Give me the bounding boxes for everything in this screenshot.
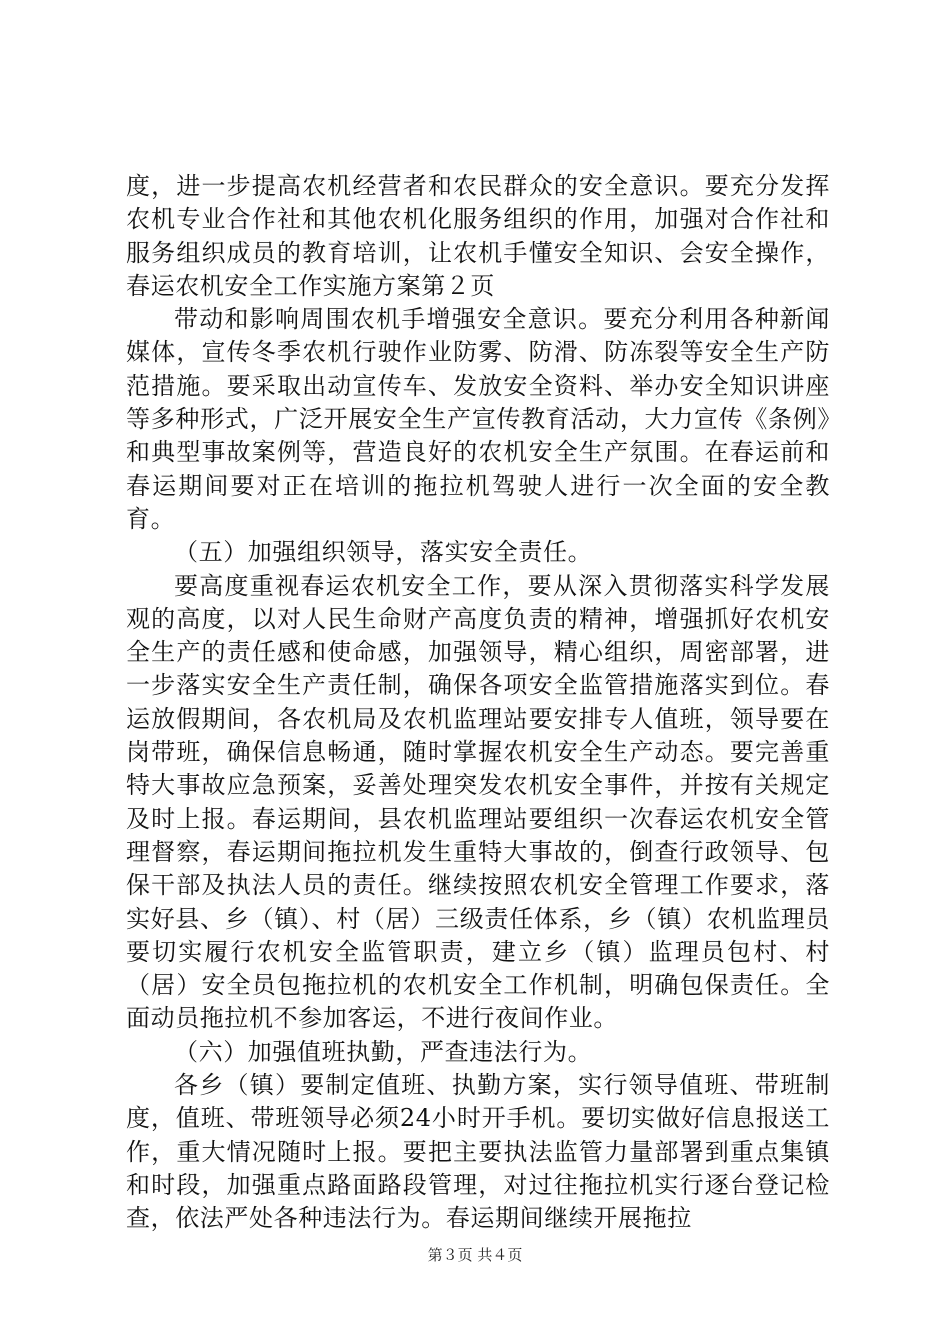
paragraph-leadership: 要高度重视春运农机安全工作，要从深入贯彻落实科学发展观的高度，以对人民生命财产高度负责的精神，增强抓好农机安全生产的责任感和使命感，加强领导，精心组织，周密部署，进一步落实安全生产责任制，确保各项安全监管措施落实到位。春运放假期间，各农机局及农机监理站要安排专人值班，领导要在岗带班，确保信息畅通，随时掌握农机安全生产动态。要完善重特大事故应急预案，妥善处理突发农机安全事件，并按有关规定及时上报。春运期间，县农机监理站要组织一次春运农机安全管理督察，春运期间拖拉机发生重特大事故的，倒查行政领导、包保干部及执法人员的责任。继续按照农机安全管理工作要求，落实好县、乡（镇）、村（居）三级责任体系，乡（镇）农机监理员要切实履行农机安全监管职责，建立乡（镇）监理员包村、村（居）安全员包拖拉机的农机安全工作机制，明确包保责任。全面动员拖拉机不参加客运，不进行夜间作业。 xyxy=(126,571,830,1033)
section-heading-five: （五）加强组织领导，落实安全责任。 xyxy=(174,538,593,567)
paragraph-continuation: 度，进一步提高农机经营者和农民群众的安全意识。要充分发挥农机专业合作社和其他农机化服务组织的作用，加强对合作社和服务组织成员的教育培训，让农机手懂安全知识、会安全操作，春运农机安全工作实施方案第２页 xyxy=(126,172,830,300)
section-heading-six: （六）加强值班执勤，严查违法行为。 xyxy=(174,1037,593,1066)
document-body xyxy=(126,170,830,1236)
paragraph-duty: 各乡（镇）要制定值班、执勤方案，实行领导值班、带班制度，值班、带班领导必须24小时开手机。要切实做好信息报送工作，重大情况随时上报。要把主要执法监管力量部署到重点集镇和时段，加强重点路面路段管理，对过往拖拉机实行逐台登记检查，依法严处各种违法行为。春运期间继续开展拖拉 xyxy=(126,1071,830,1233)
page-number-footer: 第３页 共４页 xyxy=(427,1246,523,1264)
paragraph-publicity: 带动和影响周围农机手增强安全意识。要充分利用各种新闻媒体，宣传冬季农机行驶作业防雾、防滑、防冻裂等安全生产防范措施。要采取出动宣传车、发放安全资料、举办安全知识讲座等多种形式，广泛开展安全生产宣传教育活动，大力宣传《条例》和典型事故案例等，营造良好的农机安全生产氛围。在春运前和春运期间要对正在培训的拖拉机驾驶人进行一次全面的安全教育。 xyxy=(126,305,830,533)
